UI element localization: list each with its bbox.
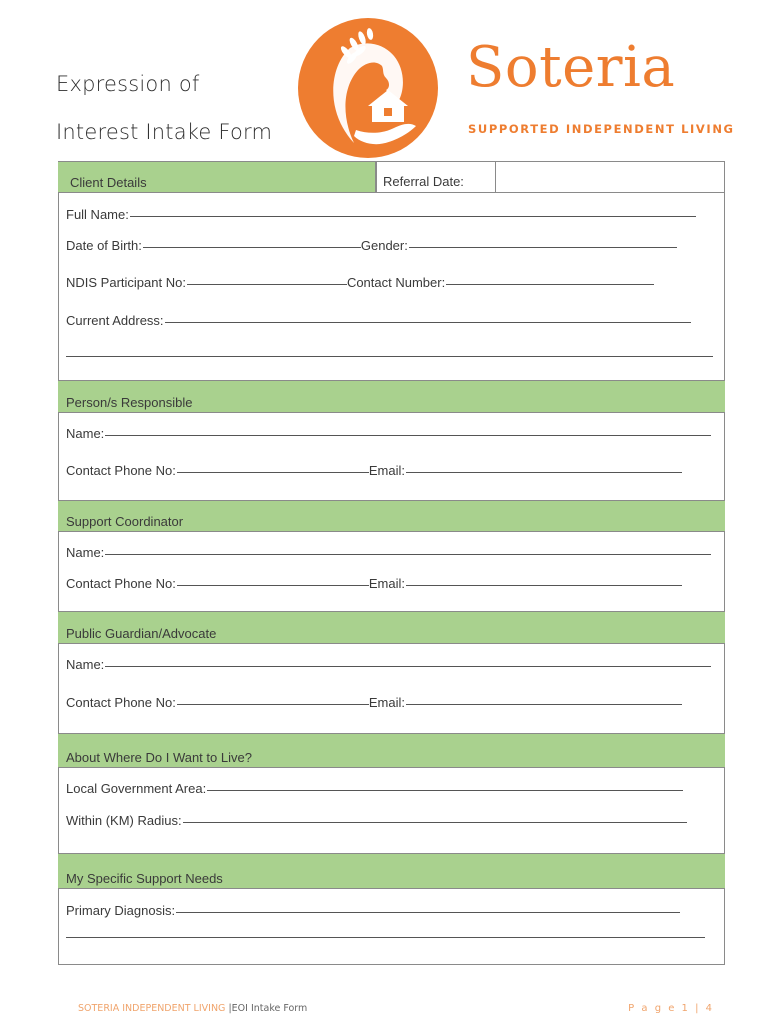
email-field[interactable] xyxy=(406,471,682,473)
referral-date-label-cell xyxy=(376,161,496,193)
contact-number-label: Contact Number: xyxy=(346,275,446,290)
section-title: About Where Do I Want to Live? xyxy=(66,750,252,765)
current-address-label: Current Address: xyxy=(66,313,164,328)
responsible-contact-row xyxy=(66,463,682,478)
dob-gender-row xyxy=(66,238,677,253)
dob-label: Date of Birth: xyxy=(66,238,142,253)
full-name-field[interactable] xyxy=(66,207,696,222)
section-title: Client Details xyxy=(70,175,147,190)
section-public-guardian xyxy=(58,611,725,644)
page-number: P a g e 1 | 4 xyxy=(628,1003,714,1014)
guardian-name-field[interactable] xyxy=(66,657,711,672)
guardian-contact-row xyxy=(66,695,682,710)
phone-field[interactable] xyxy=(177,471,369,473)
coordinator-name-field[interactable] xyxy=(66,545,711,560)
phone-field[interactable] xyxy=(177,584,369,586)
radius-label: Within (KM) Radius: xyxy=(66,813,182,828)
name-label: Name: xyxy=(66,545,105,560)
dob-field[interactable] xyxy=(143,246,361,248)
section-title: My Specific Support Needs xyxy=(66,871,223,886)
gender-label: Gender: xyxy=(360,238,408,253)
full-name-label: Full Name: xyxy=(66,207,129,222)
footer-document-info xyxy=(78,1003,307,1014)
brand-tagline: SUPPORTED INDEPENDENT LIVING xyxy=(468,122,735,136)
radius-field[interactable] xyxy=(66,813,687,828)
diagnosis-label: Primary Diagnosis: xyxy=(66,903,176,918)
footer-org: SOTERIA INDEPENDENT LIVING xyxy=(78,1003,226,1014)
phone-label: Contact Phone No: xyxy=(66,463,176,478)
form-title-line-1: Expression of xyxy=(56,72,200,96)
referral-date-label: Referral Date: xyxy=(383,174,464,189)
phone-label: Contact Phone No: xyxy=(66,695,176,710)
section-support-coordinator xyxy=(58,500,725,532)
section-support-needs xyxy=(58,853,725,889)
ndis-contact-row xyxy=(66,275,654,290)
section-persons-responsible xyxy=(58,380,725,413)
email-label: Email: xyxy=(368,463,405,478)
contact-number-field[interactable] xyxy=(446,283,654,285)
current-address-field[interactable] xyxy=(66,313,691,328)
referral-date-field[interactable] xyxy=(495,161,725,193)
woman-house-hand-leaf-logo-icon xyxy=(298,18,438,158)
coordinator-contact-row xyxy=(66,576,682,591)
email-field[interactable] xyxy=(406,584,682,586)
responsible-name-field[interactable] xyxy=(66,426,711,441)
lga-field[interactable] xyxy=(66,781,683,796)
section-where-to-live xyxy=(58,733,725,768)
brand-name: Soteria xyxy=(466,35,676,100)
lga-label: Local Government Area: xyxy=(66,781,207,796)
primary-diagnosis-line-2[interactable] xyxy=(66,937,705,938)
section-title: Public Guardian/Advocate xyxy=(66,626,217,641)
phone-field[interactable] xyxy=(177,703,369,705)
footer-doc: |EOI Intake Form xyxy=(225,1003,308,1014)
ndis-field[interactable] xyxy=(187,283,347,285)
section-title: Support Coordinator xyxy=(66,514,184,529)
phone-label: Contact Phone No: xyxy=(66,576,176,591)
gender-field[interactable] xyxy=(409,246,677,248)
section-title: Person/s Responsible xyxy=(66,395,193,410)
current-address-line-2[interactable] xyxy=(66,356,713,357)
primary-diagnosis-field[interactable] xyxy=(66,903,680,918)
email-label: Email: xyxy=(368,695,405,710)
ndis-label: NDIS Participant No: xyxy=(66,275,186,290)
name-label: Name: xyxy=(66,426,105,441)
name-label: Name: xyxy=(66,657,105,672)
section-client-details xyxy=(58,161,376,193)
email-label: Email: xyxy=(368,576,405,591)
form-title-line-2: Interest Intake Form xyxy=(56,120,273,144)
email-field[interactable] xyxy=(406,703,682,705)
